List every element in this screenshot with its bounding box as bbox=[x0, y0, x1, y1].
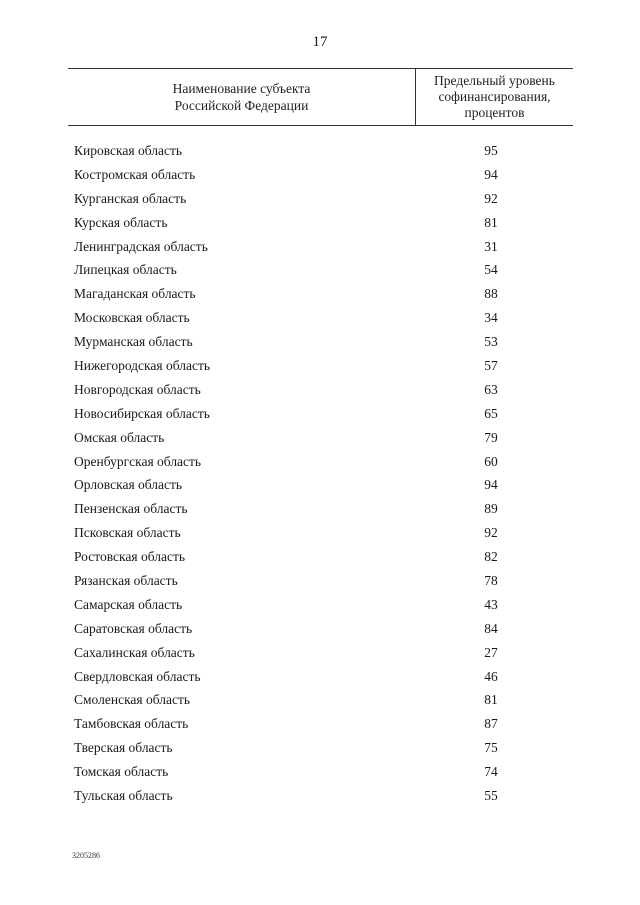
cofinancing-level-cell: 63 bbox=[484, 381, 498, 397]
cofinancing-level-cell: 92 bbox=[484, 190, 498, 206]
subject-name-cell: Саратовская область bbox=[74, 620, 193, 636]
table-row bbox=[74, 784, 574, 808]
cofinancing-level-cell: 94 bbox=[484, 477, 498, 493]
table-row bbox=[74, 139, 574, 163]
subject-name-cell: Ленинградская область bbox=[74, 238, 208, 254]
subject-name-cell: Курганская область bbox=[74, 190, 187, 206]
cofinancing-level-cell: 95 bbox=[484, 143, 498, 158]
table-row bbox=[74, 235, 574, 259]
table-row bbox=[74, 354, 574, 378]
table-row bbox=[74, 306, 574, 330]
table-body bbox=[74, 139, 574, 808]
column-header-cofinancing-level: Предельный уровень софинансирования, процентов bbox=[434, 73, 555, 120]
subject-name-cell: Кировская область bbox=[74, 143, 183, 158]
cofinancing-level-cell: 46 bbox=[484, 668, 498, 684]
table-row bbox=[74, 187, 574, 211]
table-row bbox=[74, 378, 574, 402]
table-row bbox=[74, 402, 574, 426]
table-row bbox=[74, 736, 574, 760]
subject-name-cell: Мурманская область bbox=[74, 334, 193, 350]
subject-name-cell: Новосибирская область bbox=[74, 405, 210, 421]
table-row bbox=[74, 211, 574, 235]
subject-name-cell: Рязанская область bbox=[74, 573, 178, 589]
subject-name-cell: Пензенская область bbox=[74, 501, 188, 517]
column-header-subject-name: Наименование субъекта Российской Федерации bbox=[172, 81, 311, 113]
cofinancing-level-cell: 94 bbox=[484, 166, 498, 182]
table-row bbox=[74, 569, 574, 593]
cofinancing-level-cell: 88 bbox=[484, 286, 498, 302]
cofinancing-level-cell: 89 bbox=[484, 501, 498, 517]
table-row bbox=[74, 450, 574, 474]
subject-name-cell: Магаданская область bbox=[74, 286, 196, 302]
subject-name-cell: Нижегородская область bbox=[74, 358, 211, 374]
subject-name-cell: Омская область bbox=[74, 429, 165, 445]
subject-name-cell: Ростовская область bbox=[74, 549, 185, 565]
subject-name-cell: Оренбургская область bbox=[74, 453, 202, 469]
subject-name-cell: Орловская область bbox=[74, 477, 183, 493]
cofinancing-level-cell: 81 bbox=[484, 214, 498, 230]
subject-name-cell: Сахалинская область bbox=[74, 644, 195, 660]
subject-name-cell: Новгородская область bbox=[74, 381, 201, 397]
table-row bbox=[74, 617, 574, 641]
subject-name-cell: Тамбовская область bbox=[74, 716, 189, 732]
cofinancing-level-cell: 87 bbox=[484, 716, 498, 732]
cofinancing-level-cell: 82 bbox=[484, 549, 498, 565]
cofinancing-level-cell: 79 bbox=[484, 429, 498, 445]
cofinancing-level-cell: 27 bbox=[484, 644, 498, 660]
table-row bbox=[74, 426, 574, 450]
cofinancing-level-cell: 60 bbox=[484, 453, 498, 469]
table-row bbox=[74, 163, 574, 187]
table-header bbox=[68, 68, 573, 126]
table-row bbox=[74, 641, 574, 665]
table-row bbox=[74, 497, 574, 521]
subject-name-cell: Свердловская область bbox=[74, 668, 201, 684]
table-row bbox=[74, 545, 574, 569]
subject-name-cell: Московская область bbox=[74, 310, 190, 326]
cofinancing-level-cell: 92 bbox=[484, 525, 498, 541]
table-row bbox=[74, 760, 574, 784]
cofinancing-level-cell: 57 bbox=[484, 358, 498, 374]
table-row bbox=[74, 688, 574, 712]
cofinancing-level-cell: 31 bbox=[484, 238, 498, 254]
subject-name-cell: Самарская область bbox=[74, 596, 183, 612]
subject-name-cell: Костромская область bbox=[74, 166, 196, 182]
cofinancing-level-cell: 84 bbox=[484, 620, 498, 636]
subject-name-cell: Псковская область bbox=[74, 525, 181, 541]
cofinancing-level-cell: 65 bbox=[484, 405, 498, 421]
table-row bbox=[74, 282, 574, 306]
table-row bbox=[74, 665, 574, 689]
cofinancing-level-cell: 54 bbox=[484, 262, 498, 278]
table-row bbox=[74, 521, 574, 545]
table-row bbox=[74, 258, 574, 282]
subject-name-cell: Тверская область bbox=[74, 740, 173, 756]
table-row bbox=[74, 593, 574, 617]
cofinancing-level-cell: 78 bbox=[484, 573, 498, 589]
subject-name-cell: Курская область bbox=[74, 214, 168, 230]
cofinancing-level-cell: 53 bbox=[484, 334, 498, 350]
cofinancing-level-cell: 55 bbox=[484, 788, 498, 804]
cofinancing-level-cell: 34 bbox=[484, 310, 498, 326]
cofinancing-level-cell: 81 bbox=[484, 692, 498, 708]
subject-name-cell: Смоленская область bbox=[74, 692, 191, 708]
table-row bbox=[74, 473, 574, 497]
page-number: 17 bbox=[312, 34, 328, 50]
cofinancing-level-cell: 74 bbox=[484, 764, 498, 780]
subject-name-cell: Томская область bbox=[74, 764, 169, 780]
subject-name-cell: Липецкая область bbox=[74, 262, 177, 278]
table-row bbox=[74, 712, 574, 736]
document-code: 3205286 bbox=[72, 851, 100, 860]
cofinancing-level-cell: 75 bbox=[484, 740, 498, 756]
cofinancing-level-cell: 43 bbox=[484, 596, 498, 612]
table-row bbox=[74, 330, 574, 354]
subject-name-cell: Тульская область bbox=[74, 788, 173, 804]
